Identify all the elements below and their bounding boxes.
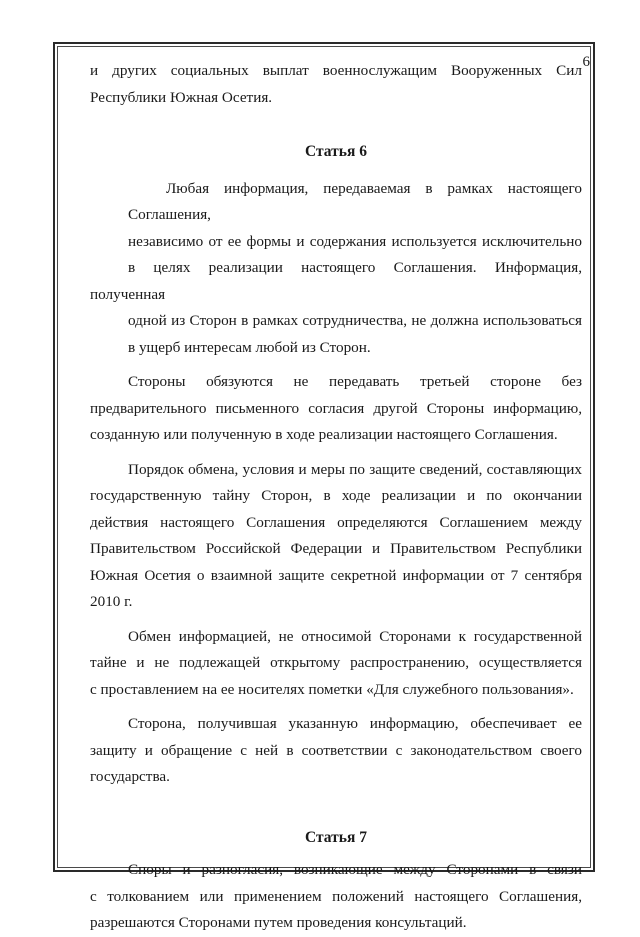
text-line: Споры и разногласия, возникающие между Сторонами в связи [128, 861, 582, 878]
article-7-paragraph-1 [90, 857, 582, 937]
text-line: независимо от ее формы и содержания используется исключительно [128, 232, 582, 250]
text-line: Республики Южная Осетия. [90, 88, 273, 106]
page-number: 6 [582, 54, 590, 70]
article-7-heading: Статья 7 [305, 828, 367, 846]
text-line: с толкованием или применением положений настоящего Соглашения, [90, 887, 582, 905]
intro-paragraph [90, 58, 582, 111]
document-body [90, 58, 582, 937]
text-line: Южная Осетия о взаимной защите секретной информации от 7 сентября [90, 566, 582, 584]
text-line: государства. [90, 768, 170, 785]
text-line: созданную или полученную в ходе реализации настоящего Соглашения. [90, 426, 558, 443]
article-6-heading: Статья 6 [305, 143, 367, 160]
text-line: с проставлением на ее носителях пометки «Для служебного пользования». [90, 680, 574, 698]
text-line: Сторона, получившая указанную информацию, обеспечивает ее [128, 715, 582, 732]
text-line: 2010 г. [90, 593, 133, 610]
text-line: и других социальных выплат военнослужащим Вооруженных Сил [90, 62, 582, 79]
text-line: защиту и обращение с ней в соответствии с законодательством своего [90, 741, 582, 759]
text-line: Правительством Российской Федерации и Правительством Республики [90, 540, 582, 557]
text-line: Любая информация, передаваемая в рамках настоящего Соглашения, [128, 179, 582, 223]
text-line: в целях реализации настоящего Соглашения. Информация, полученная [90, 259, 582, 303]
article-6-paragraph-1 [90, 176, 582, 362]
text-line: одной из Сторон в рамках сотрудничества, не должна использоваться [128, 312, 582, 329]
article-6-paragraph-4 [90, 624, 582, 704]
article-6-paragraph-5 [90, 711, 582, 791]
text-line: тайне и не подлежащей открытому распространению, осуществляется [90, 654, 582, 671]
text-line: предварительного письменного согласия другой Стороны информацию, [90, 399, 582, 417]
text-line: Порядок обмена, условия и меры по защите сведений, составляющих [128, 460, 582, 478]
text-line: действия настоящего Соглашения определяются Соглашением между [90, 513, 582, 531]
article-6-paragraph-3 [90, 457, 582, 616]
text-line: в ущерб интересам любой из Сторон. [128, 338, 371, 356]
text-line: Стороны обязуются не передавать третьей стороне без [128, 373, 582, 390]
text-line: Обмен информацией, не относимой Сторонами к государственной [128, 627, 582, 645]
text-line: государственную тайну Сторон, в ходе реализации и по окончании [90, 487, 582, 504]
text-line: разрешаются Сторонами путем проведения консультаций. [90, 914, 467, 931]
article-6-paragraph-2 [90, 369, 582, 449]
